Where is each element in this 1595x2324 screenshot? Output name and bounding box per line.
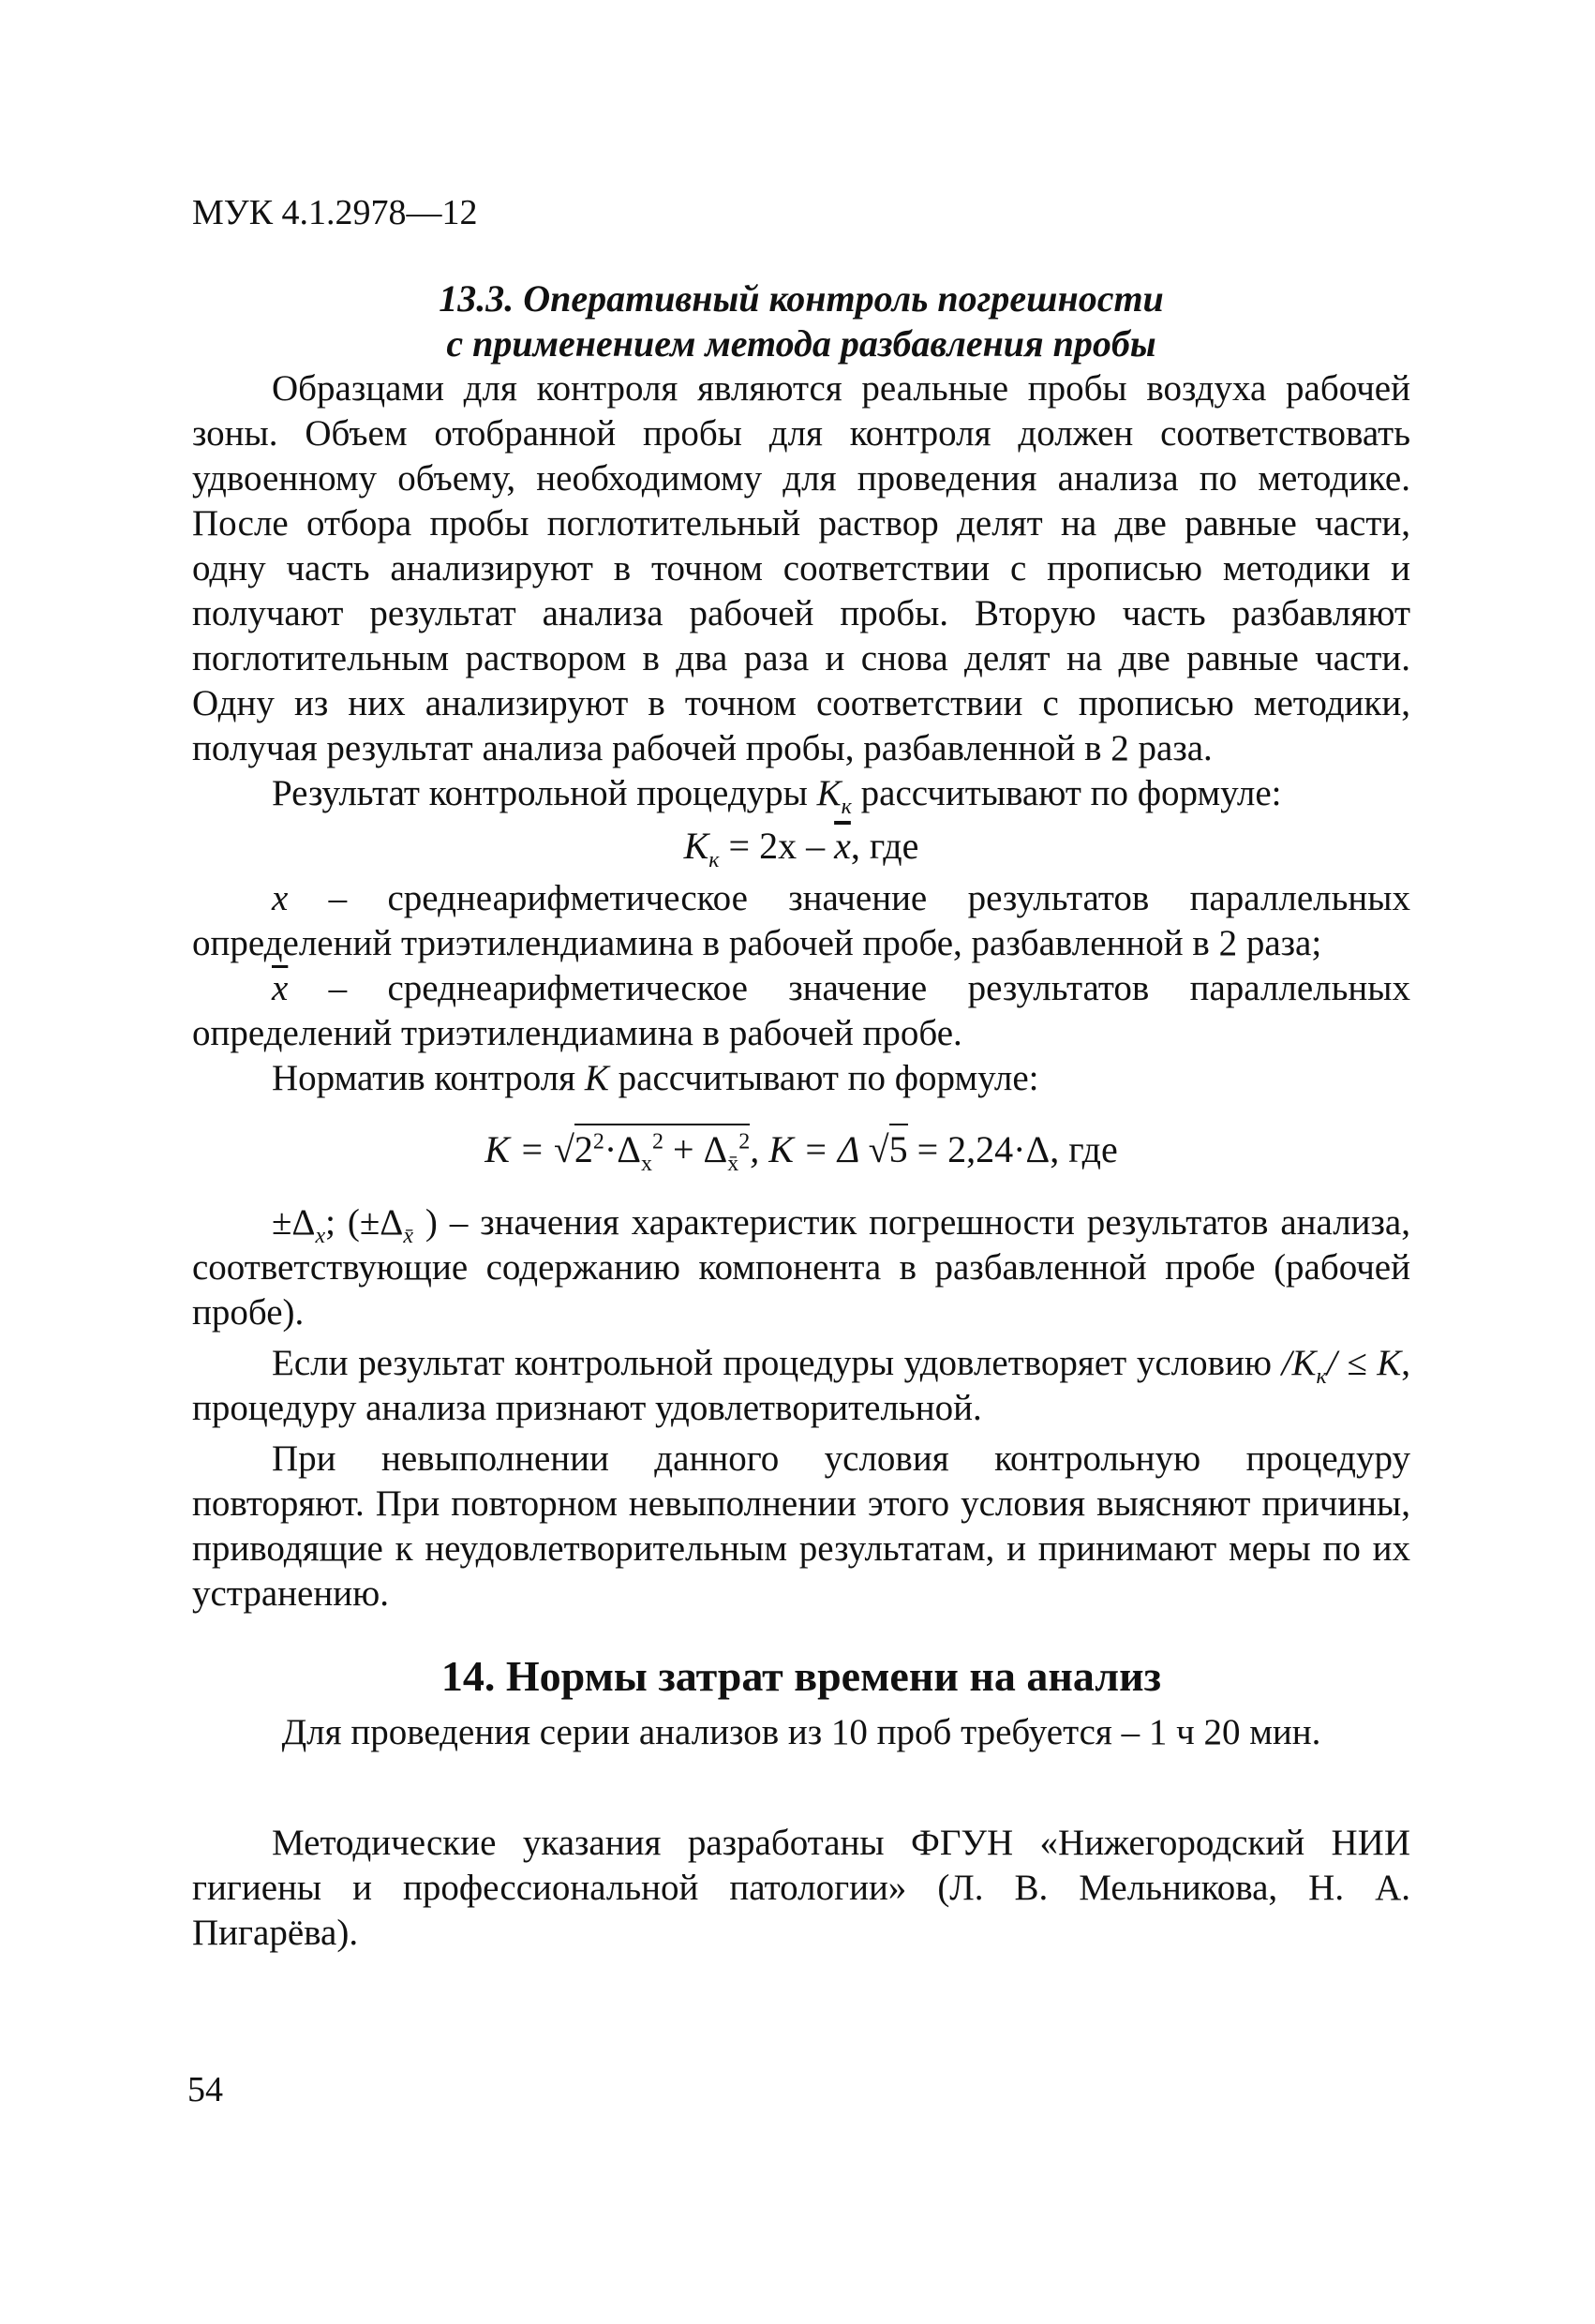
definition-x: x – среднеарифметическое значение результатов параллельных определений триэтилендиамина в рабочей пробе, разбавленной в 2 раза; xyxy=(192,878,1410,963)
paragraph-control-result: Результат контрольной процедуры $K_к$ рассчитывают по формуле: xyxy=(272,773,1282,819)
page-content xyxy=(192,276,1410,1956)
page-number: 54 xyxy=(187,2070,223,2109)
paragraph-control-samples: Образцами для контроля являются реальные пробы воздуха рабочей зоны. Объем отобранной пробы для контроля должен соответствовать удвоенному объему, необходимому для проведения анализа по методике. После отбора пробы поглотительный раствор делят на две равные части, одну часть анализируют в точном соответствии с прописью методики и получают результат анализа рабочей пробы. Вторую часть разбавляют поглотительным раствором в два раза и снова делят на две равные части. Одну из них анализируют в точном соответствии с прописью методики, получая результат анализа рабочей пробы, разбавленной в 2 раза. xyxy=(192,368,1410,768)
paragraph-norm: Норматив контроля K рассчитывают по формуле: xyxy=(272,1058,1039,1098)
paragraph-failure: При невыполнении данного условия контрольную процедуру повторяют. При повторном невыполнении этого условия выясняют причины, приводящие к неудовлетворительным результатам, и принимают меры по их устранению. xyxy=(192,1438,1410,1614)
paragraph-condition: Если результат контрольной процедуры удовлетворяет условию $/K_к/ \le K$, процедуру анализа признают удовлетворительной. xyxy=(192,1343,1410,1428)
paragraph-characteristics: $\pm\Delta_x$; ($\pm\Delta_{x̄}$ ) – значения характеристик погрешности результатов анализа, соответствующие содержанию компонента в разбавленной пробе (рабочей пробе). xyxy=(192,1202,1410,1333)
definition-x-bar: $\overline{x}$ – среднеарифметическое значение результатов параллельных определений триэтилендиамина в рабочей пробе. xyxy=(192,968,1410,1053)
section-13-3-title-line2: с применением метода разбавления пробы xyxy=(446,322,1156,365)
section-14-title: 14. Нормы затрат времени на анализ xyxy=(440,1652,1162,1700)
footer-note: Методические указания разработаны ФГУН «Нижегородский НИИ гигиены и профессиональной патологии» (Л. В. Мельникова, Н. А. Пигарёва). xyxy=(192,1823,1410,1953)
formula-kk: $K_к = 2x - \overline{x}$, где xyxy=(683,825,919,872)
section-13-3-title-line1: 13.3. Оперативный контроль погрешности xyxy=(439,277,1164,320)
section-14-text: Для проведения серии анализов из 10 проб требуется – 1 ч 20 мин. xyxy=(281,1712,1321,1752)
formula-norm-k: $K = √2^2\cdot\Delta_x^2 + \Delta_{x̄}^2$, K = Δ √5 = 2,24·Δ, где xyxy=(192,1124,1410,1172)
document-code-header: МУК 4.1.2978—12 xyxy=(192,193,478,232)
